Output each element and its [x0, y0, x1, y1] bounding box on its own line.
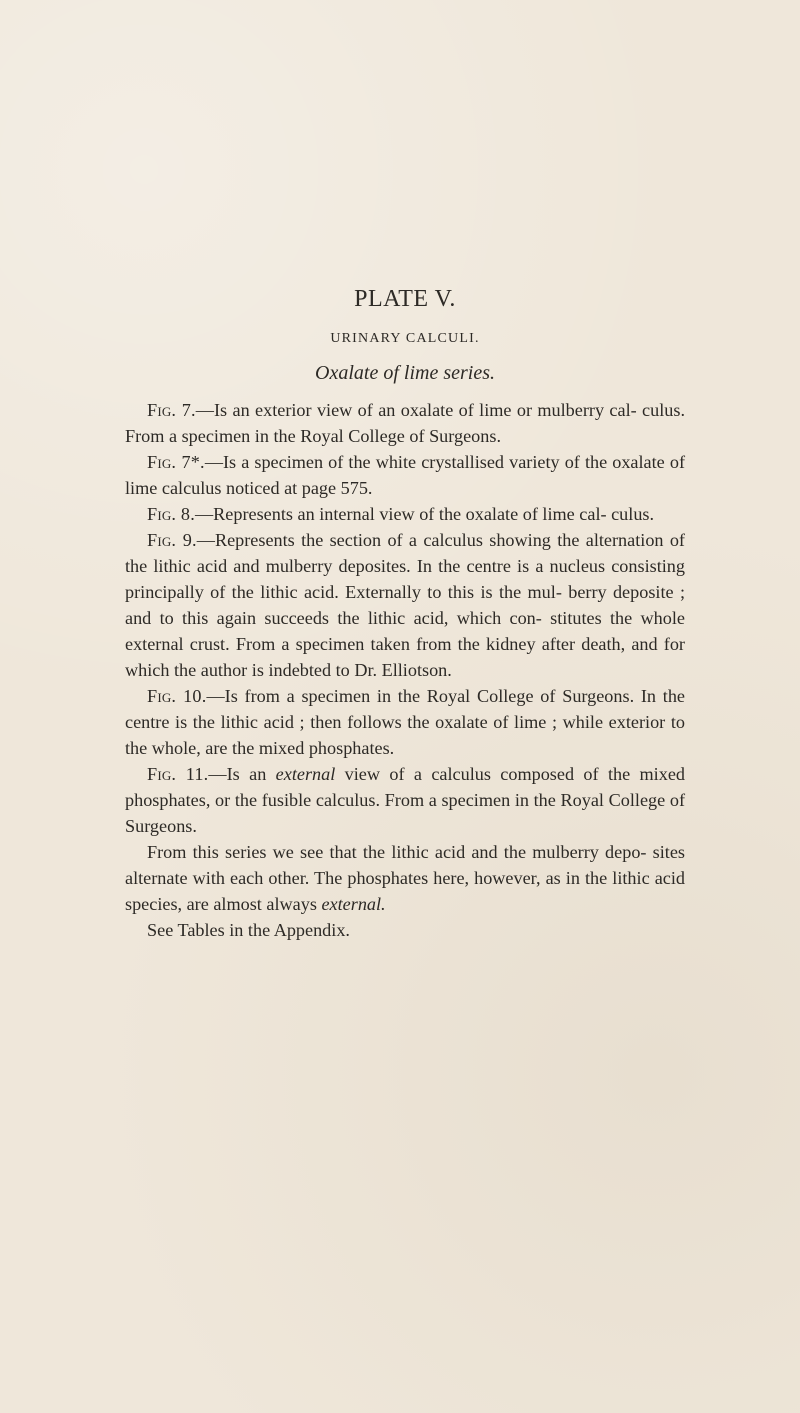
figure-description-7-star — [125, 449, 685, 501]
series-summary — [125, 839, 685, 917]
figure-label: Fig. 10. — [147, 686, 207, 706]
figure-description-10 — [125, 683, 685, 761]
series-title: Oxalate of lime series. — [315, 362, 495, 384]
italic-text: external. — [321, 894, 386, 914]
description-text: —Is an — [208, 764, 276, 784]
figure-description-7 — [125, 397, 685, 449]
figure-description-8 — [125, 501, 685, 527]
figure-label: Fig. 7. — [147, 400, 196, 420]
italic-text: external — [275, 764, 336, 784]
figure-label: Fig. 8. — [147, 504, 195, 524]
figure-description-9 — [125, 527, 685, 683]
figure-label: Fig. 7*. — [147, 452, 205, 472]
subtitle: URINARY CALCULI. — [330, 331, 480, 346]
description-text: —Represents the section of a calculus showing the alternation of the lithic acid and mulberry deposites. In the centre is a nucleus consisting principally of the lithic acid. Externally to this is the mul- berry deposite ; and to this again succeeds the lithic acid, which con- stitutes the whole external crust. From a specimen taken from the kidney after death, and for which the author is indebted to Dr. Elliotson. — [125, 530, 685, 680]
appendix-note — [125, 917, 685, 943]
figure-description-11 — [125, 761, 685, 839]
description-text: —Represents an internal view of the oxalate of lime cal- culus. — [194, 504, 655, 524]
summary-text: From this series we see that the lithic acid and the mulberry depo- sites alternate with each other. The phosphates here, however, as in the lithic acid species, are almost always — [125, 842, 685, 914]
description-text: —Is an exterior view of an oxalate of lime or mulberry cal- culus. From a specimen in the Royal College of Surgeons. — [125, 400, 685, 446]
figure-label: Fig. 11. — [147, 764, 209, 784]
description-text: —Is from a specimen in the Royal College of Surgeons. In the centre is the lithic acid ; then follows the oxalate of lime ; while exterior to the whole, are the mixed phosphates. — [125, 686, 685, 758]
appendix-text: See Tables in the Appendix. — [147, 920, 350, 940]
plate-title: PLATE V. — [354, 286, 456, 312]
figure-label: Fig. 9. — [147, 530, 197, 550]
description-text: —Is a specimen of the white crystallised variety of the oxalate of lime calculus noticed at page 575. — [125, 452, 685, 498]
plate-text — [125, 286, 685, 943]
description-text-after: view of a calculus composed of the mixed phosphates, or the fusible calculus. From a specimen in the Royal College of Surgeons. — [125, 764, 685, 836]
